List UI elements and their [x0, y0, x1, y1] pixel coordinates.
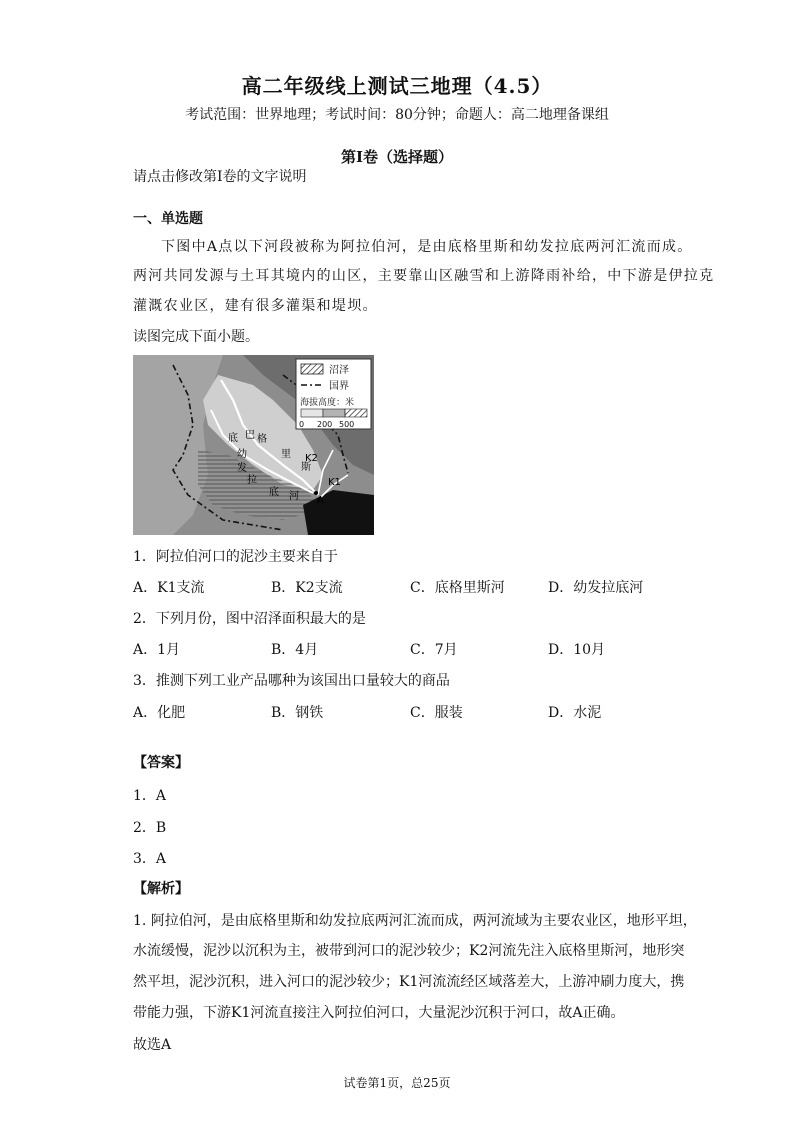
intro-line-1: 下图中A点以下河段被称为阿拉伯河，是由底格里斯和幼发拉底两河汇流而成。: [161, 239, 693, 255]
euphrates-char-4: 底: [269, 487, 279, 498]
q3-option-c[interactable]: C．服装: [410, 705, 463, 721]
q3-option-a[interactable]: A．化肥: [133, 705, 186, 721]
q3-option-b[interactable]: B．钢铁: [271, 705, 324, 721]
euphrates-char-2: 发: [237, 463, 247, 474]
section-note[interactable]: 请点击修改第I卷的文字说明: [133, 169, 307, 185]
euphrates-char-3: 拉: [247, 475, 257, 486]
q1-option-d[interactable]: D．幼发拉底河: [548, 580, 644, 596]
tigris-char-1: 底: [228, 433, 238, 444]
analysis-line-1: 1. 阿拉伯河，是由底格里斯和幼发拉底两河汇流而成，两河流域为主要农业区，地形平坦，: [133, 913, 697, 929]
intro-line-2: 两河共同发源与土耳其境内的山区，主要靠山区融雪和上游降雨补给，中下游是伊拉克: [133, 268, 715, 284]
section-title: 第I卷（选择题）: [340, 148, 454, 166]
part-heading: 一、单选题: [133, 211, 203, 227]
analysis-line-3: 然平坦，泥沙沉积，进入河口的泥沙较少；K1河流流经区域落差大，上游冲刷力度大，携: [133, 974, 685, 990]
q3-option-d[interactable]: D．水泥: [548, 705, 602, 721]
intro-line-3: 灌溉农业区，建有很多灌渠和堤坝。: [133, 298, 378, 314]
question-2-stem: 2．下列月份，图中沼泽面积最大的是: [133, 611, 366, 627]
euphrates-char-1: 幼: [237, 449, 247, 460]
analysis-line-2: 水流缓慢，泥沙以沉积为主，被带到河口的泥沙较少；K2河流先注入底格里斯河，地形突: [133, 943, 685, 959]
q2-option-d[interactable]: D．10月: [548, 642, 606, 658]
q2-option-b[interactable]: B．4月: [271, 642, 319, 658]
answer-3: 3．A: [133, 851, 167, 867]
k1-label: K1: [328, 477, 341, 488]
page-title: 高二年级线上测试三地理（4.5）: [241, 74, 553, 98]
answer-1: 1．A: [133, 788, 167, 804]
answer-2: 2．B: [133, 820, 167, 836]
tigris-char-5: 斯: [301, 462, 311, 473]
legend-elevation-title: 海拔高度：米: [300, 398, 355, 408]
analysis-conclusion: 故选A: [133, 1037, 172, 1053]
q1-option-b[interactable]: B．K2支流: [271, 580, 343, 596]
analysis-heading: 【解析】: [133, 881, 189, 897]
q1-option-a[interactable]: A．K1支流: [133, 580, 205, 596]
instruction: 读图完成下面小题。: [133, 329, 259, 345]
answer-heading: 【答案】: [133, 755, 189, 771]
legend-tick-200: 200: [317, 420, 333, 429]
tigris-char-2: 巴: [245, 430, 255, 441]
question-1-stem: 1．阿拉伯河口的泥沙主要来自于: [133, 549, 338, 565]
q1-option-c[interactable]: C．底格里斯河: [410, 580, 505, 596]
legend-tick-0: 0: [299, 420, 305, 429]
q2-option-a[interactable]: A．1月: [133, 642, 181, 658]
question-3-stem: 3．推测下列工业产品哪种为该国出口量较大的商品: [133, 673, 450, 689]
legend-tick-500: 500: [339, 420, 355, 429]
analysis-line-4: 带能力强，下游K1河流直接注入阿拉伯河口，大量泥沙沉积于河口，故A正确。: [133, 1005, 625, 1021]
legend-border-label: 国界: [329, 381, 349, 392]
page-footer: 试卷第1页，总25页: [343, 1076, 451, 1090]
mesopotamia-map: [133, 355, 374, 535]
tigris-char-3: 格: [257, 434, 267, 445]
exam-info: 考试范围：世界地理；考试时间：80分钟；命题人：高二地理备课组: [185, 107, 609, 123]
q2-option-c[interactable]: C．7月: [410, 642, 458, 658]
tigris-char-4: 里: [281, 449, 291, 460]
euphrates-char-5: 河: [289, 491, 299, 502]
k2-label: K2: [305, 453, 318, 464]
legend-swamp-label: 沼泽: [329, 365, 349, 376]
point-a-label: A: [317, 495, 324, 506]
